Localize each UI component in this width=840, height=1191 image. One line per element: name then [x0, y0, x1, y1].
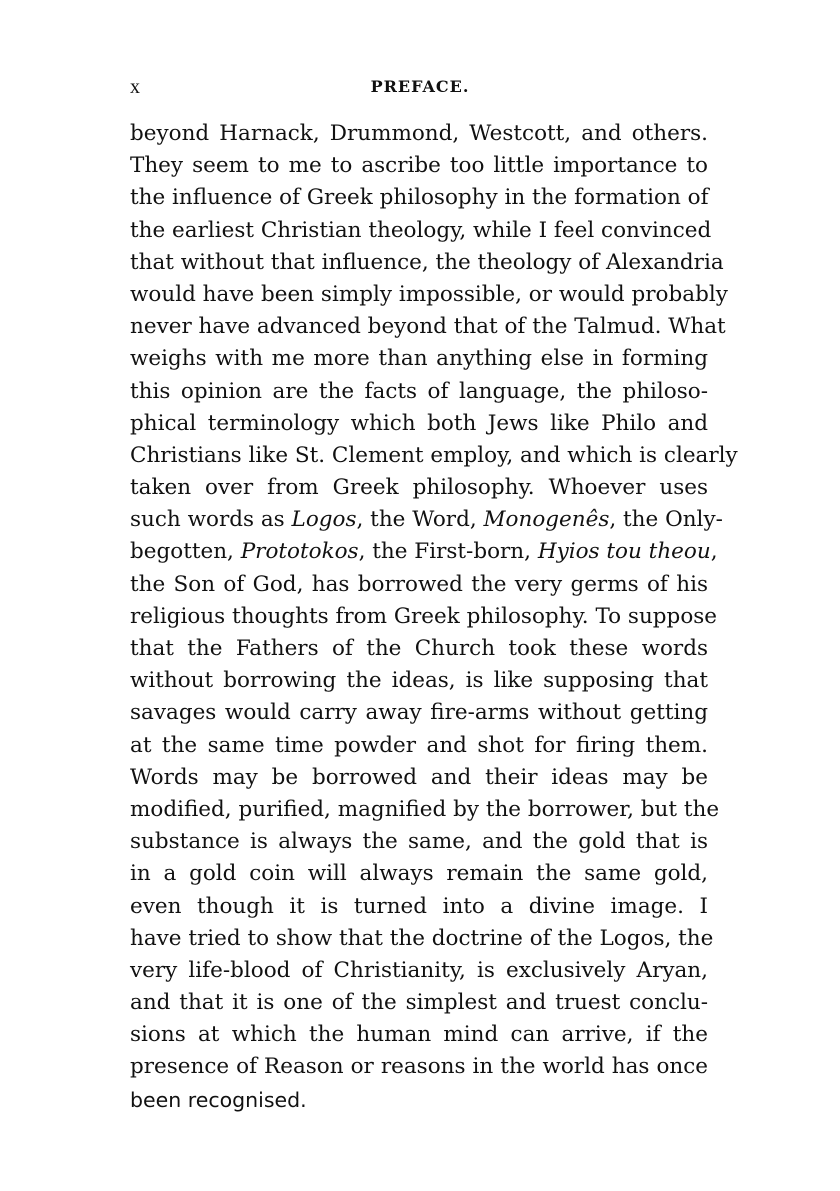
text-line: begotten, Prototokos, the First-born, Hyios tou theou, [130, 539, 718, 565]
text-line: have tried to show that the doctrine of the Logos, the [130, 925, 714, 951]
italic-term: Hyios tou theou [537, 539, 711, 565]
text-line: been recognised. [130, 1087, 307, 1112]
text-line: presence of Reason or reasons in the world has once [130, 1054, 708, 1080]
text-line: substance is always the same, and the gold that is [130, 829, 708, 855]
text-line: the influence of Greek philosophy in the formation of [130, 185, 709, 211]
text-line: never have advanced beyond that of the Talmud. What [130, 314, 726, 340]
body-text [130, 118, 738, 1116]
text-line: modified, purified, magnified by the borrower, but the [130, 796, 720, 822]
text-line: Words may be borrowed and their ideas may be [130, 764, 708, 790]
text-line: Christians like St. Clement employ, and which is clearly [130, 442, 738, 468]
text-line: and that it is one of the simplest and truest conclu- [130, 990, 708, 1016]
text-line: very life-blood of Christianity, is exclusively Aryan, [130, 957, 708, 983]
text-line: beyond Harnack, Drummond, Westcott, and others. [130, 121, 708, 146]
text-line: phical terminology which both Jews like Philo and [130, 410, 708, 436]
page-header [130, 76, 710, 100]
text-line: in a gold coin will always remain the same gold, [130, 861, 708, 887]
italic-term: Prototokos [240, 539, 359, 565]
text-line: taken over from Greek philosophy. Whoever uses [130, 475, 708, 501]
text-line: such words as Logos, the Word, Monogenês, the Only- [130, 507, 723, 533]
text-line: even though it is turned into a divine image. I [130, 893, 708, 919]
text-line: that the Fathers of the Church took these words [130, 636, 708, 661]
page-number: x [130, 76, 141, 98]
text-line: without borrowing the ideas, is like supposing that [130, 668, 708, 694]
text-line: the earliest Christian theology, while I feel convinced [130, 217, 712, 243]
text-line: this opinion are the facts of language, the philoso- [130, 378, 708, 404]
text-line: They seem to me to ascribe too little importance to [130, 153, 708, 179]
text-line: religious thoughts from Greek philosophy. To suppose [130, 603, 718, 629]
text-line: the Son of God, has borrowed the very germs of his [130, 571, 708, 597]
italic-term: Monogenês [483, 507, 610, 533]
text-line: weighs with me more than anything else in forming [130, 346, 708, 372]
text-line: would have been simply impossible, or would probably [130, 281, 728, 307]
italic-term: Logos [291, 507, 357, 533]
text-line: savages would carry away fire-arms without getting [130, 700, 708, 726]
running-title: PREFACE. [370, 77, 470, 96]
text-line: at the same time powder and shot for firing them. [130, 732, 708, 758]
text-line: that without that influence, the theology of Alexandria [130, 249, 724, 275]
text-line: sions at which the human mind can arrive, if the [130, 1022, 708, 1048]
